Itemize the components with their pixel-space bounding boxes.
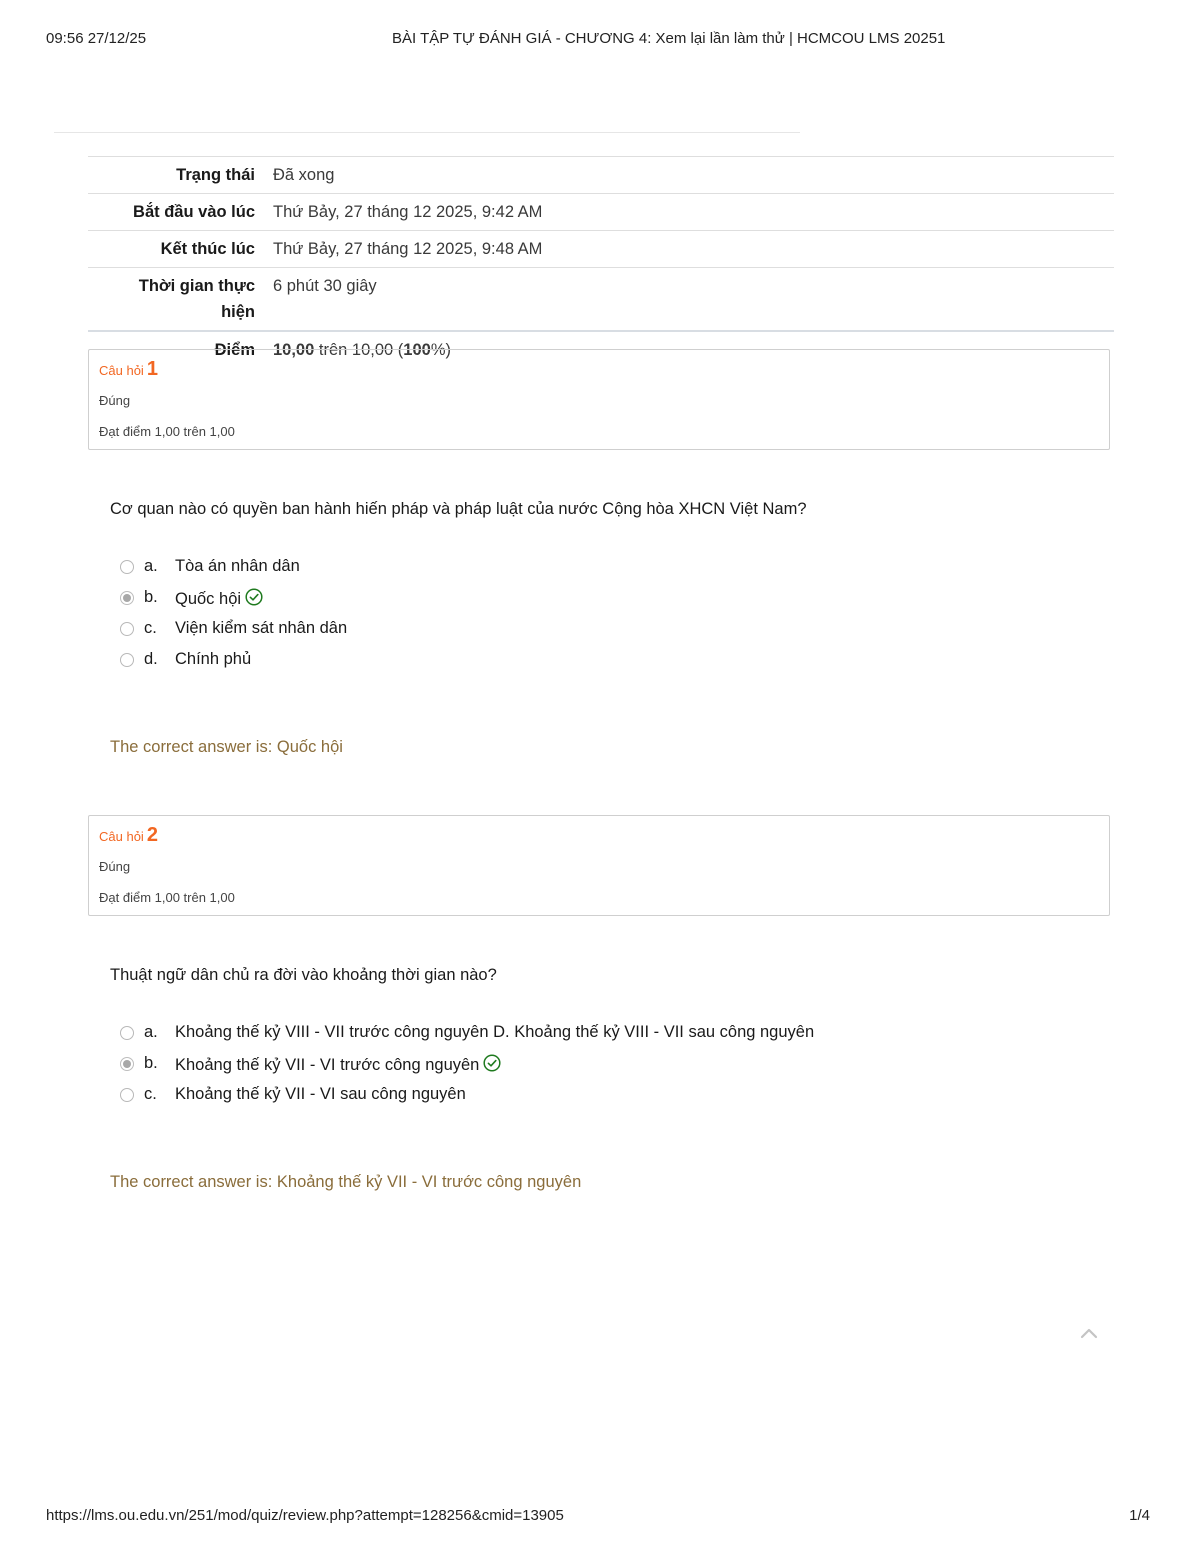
grade-score: 10,00 — [273, 341, 315, 359]
answer-letter: c. — [144, 619, 157, 637]
summary-row-state — [88, 157, 1114, 194]
answer-text: Khoảng thế kỷ VII - VI sau công nguyên — [175, 1085, 466, 1103]
answer-text-wrap — [175, 588, 263, 609]
question-state: Đúng — [99, 859, 131, 874]
answer-radio[interactable] — [120, 1026, 134, 1040]
correct-check-icon — [483, 1054, 501, 1072]
summary-label-line: Thời gian thực — [138, 277, 255, 295]
right-answer-feedback: The correct answer is: Quốc hội — [110, 738, 343, 756]
question-prefix: Câu hỏi — [99, 829, 144, 844]
answer-letter: a. — [144, 557, 158, 575]
question-info-box — [88, 815, 1110, 916]
question-number-value: 2 — [146, 824, 158, 846]
answer-text: Quốc hội — [175, 590, 242, 608]
print-header — [46, 30, 1154, 50]
answer-letter: b. — [144, 588, 158, 606]
summary-row-duration — [88, 268, 1114, 332]
summary-value: Thứ Bảy, 27 tháng 12 2025, 9:42 AM — [273, 194, 1114, 231]
summary-label-line: hiện — [221, 303, 255, 321]
question-info-box — [88, 349, 1110, 450]
answer-text-wrap — [175, 1054, 501, 1075]
grade-text: trên 10,00 ( — [314, 341, 404, 359]
summary-row-started — [88, 194, 1114, 231]
answer-radio[interactable] — [120, 560, 134, 574]
answer-text: Khoảng thế kỷ VII - VI trước công nguyên — [175, 1056, 480, 1074]
answer-text: Chính phủ — [175, 650, 252, 668]
correct-check-icon — [245, 588, 263, 606]
print-datetime: 09:56 27/12/25 — [46, 30, 147, 47]
divider — [54, 132, 800, 133]
answer-radio[interactable] — [120, 653, 134, 667]
summary-value: Thứ Bảy, 27 tháng 12 2025, 9:48 AM — [273, 231, 1114, 268]
answer-text: Viện kiểm sát nhân dân — [175, 619, 348, 637]
question-state: Đúng — [99, 393, 131, 408]
question-mark: Đạt điểm 1,00 trên 1,00 — [99, 424, 235, 439]
answer-radio[interactable] — [120, 622, 134, 636]
answer-letter: d. — [144, 650, 158, 668]
summary-value: Đã xong — [273, 157, 1114, 194]
answer-text: Khoảng thế kỷ VIII - VII trước công nguyên D. Khoảng thế kỷ VIII - VII sau công nguyên — [175, 1023, 815, 1041]
answer-letter: b. — [144, 1054, 158, 1072]
summary-label: Bắt đầu vào lúc — [88, 194, 273, 231]
answer-letter: a. — [144, 1023, 158, 1041]
question-number — [99, 358, 158, 381]
question-text: Thuật ngữ dân chủ ra đời vào khoảng thời gian nào? — [110, 966, 497, 984]
question-prefix: Câu hỏi — [99, 363, 144, 378]
right-answer-feedback: The correct answer is: Khoảng thế kỷ VII - VI trước công nguyên — [110, 1173, 582, 1191]
page-number: 1/4 — [1129, 1507, 1150, 1524]
answer-letter: c. — [144, 1085, 157, 1103]
answer-radio[interactable] — [120, 1057, 134, 1071]
answer-text: Tòa án nhân dân — [175, 557, 300, 575]
question-text: Cơ quan nào có quyền ban hành hiến pháp và pháp luật của nước Cộng hòa XHCN Việt Nam? — [110, 500, 807, 518]
attempt-summary-table — [88, 156, 1114, 368]
question-number — [99, 824, 158, 847]
summary-row-completed — [88, 231, 1114, 268]
print-footer — [46, 1507, 1154, 1527]
question-number-value: 1 — [146, 358, 158, 380]
back-to-top-icon[interactable] — [1080, 1327, 1098, 1339]
page-title: BÀI TẬP TỰ ĐÁNH GIÁ - CHƯƠNG 4: Xem lại lần làm thử | HCMCOU LMS 20251 — [392, 30, 946, 47]
question-mark: Đạt điểm 1,00 trên 1,00 — [99, 890, 235, 905]
page-url: https://lms.ou.edu.vn/251/mod/quiz/review.php?attempt=128256&cmid=13905 — [46, 1507, 564, 1524]
summary-label: Điểm — [88, 331, 273, 368]
summary-label: Kết thúc lúc — [88, 231, 273, 268]
grade-text-end: %) — [430, 341, 451, 359]
answer-radio[interactable] — [120, 591, 134, 605]
summary-label: Trạng thái — [88, 157, 273, 194]
grade-percent: 100 — [403, 341, 431, 359]
summary-value: 6 phút 30 giây — [273, 268, 1114, 332]
summary-label — [88, 268, 273, 332]
answer-radio[interactable] — [120, 1088, 134, 1102]
